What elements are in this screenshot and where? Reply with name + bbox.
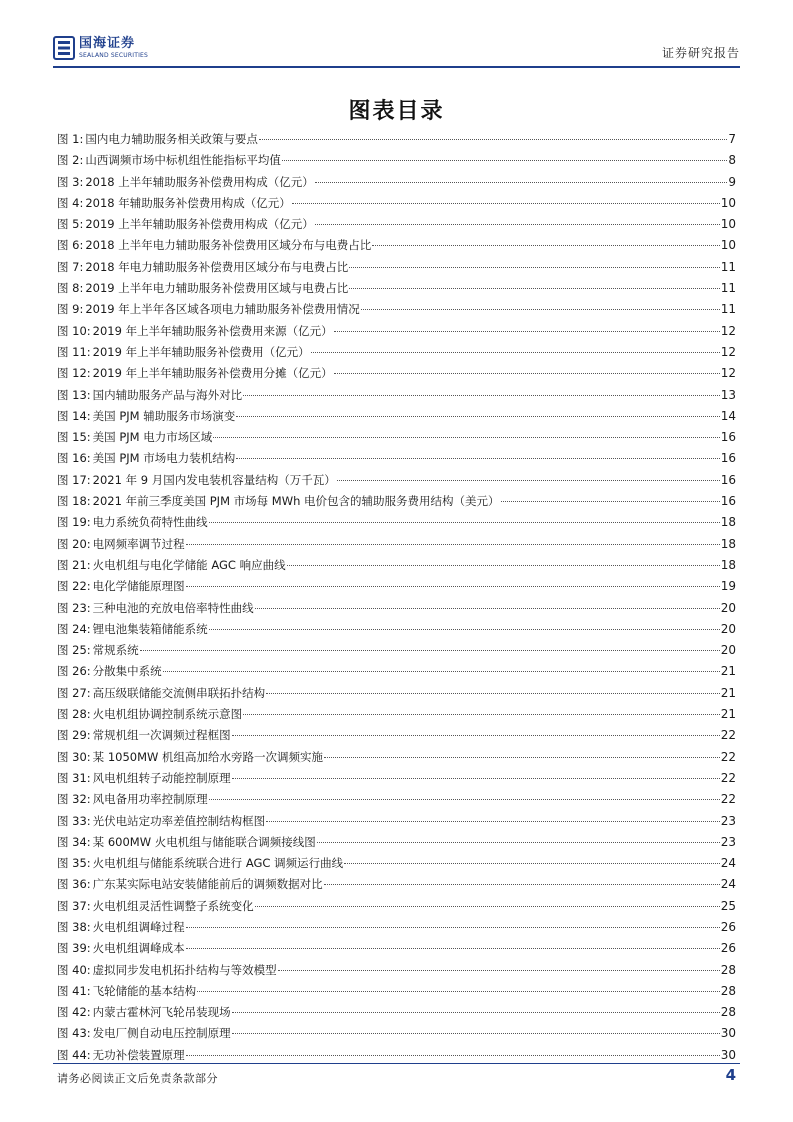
toc-leader-dots <box>337 480 720 481</box>
toc-entry-label: 图 41: <box>57 983 91 998</box>
toc-entry-title: 无功补偿装置原理 <box>92 1047 185 1062</box>
toc-leader-dots <box>266 693 720 694</box>
toc-entry-page: 24 <box>720 856 736 871</box>
page-number: 4 <box>725 1066 736 1084</box>
toc-entry-page: 12 <box>720 366 736 381</box>
toc-entry-page: 21 <box>720 685 736 700</box>
toc-entry-page: 23 <box>720 834 736 849</box>
toc-leader-dots <box>317 842 720 843</box>
toc-entry-title: 常规系统 <box>92 643 139 658</box>
toc-leader-dots <box>232 778 720 779</box>
toc-entry[interactable] <box>57 259 736 280</box>
toc-leader-dots <box>372 245 719 246</box>
toc-leader-dots <box>361 309 720 310</box>
toc-entry-label: 图 30: <box>57 749 91 764</box>
toc-entry-page: 7 <box>728 132 736 146</box>
toc-entry-label: 图 10: <box>57 323 91 338</box>
toc-entry[interactable] <box>57 429 736 450</box>
toc-entry-title: 虚拟同步发电机拓扑结构与等效模型 <box>92 962 277 977</box>
toc-entry-page: 11 <box>720 259 736 274</box>
toc-entry[interactable] <box>57 898 736 919</box>
toc-entry[interactable] <box>57 195 736 216</box>
logo-name-cn: 国海证券 <box>79 36 136 51</box>
toc-entry-page: 16 <box>720 494 736 509</box>
toc-leader-dots <box>344 863 720 864</box>
toc-entry-page: 28 <box>720 962 736 977</box>
toc-entry-label: 图 11: <box>57 344 91 359</box>
toc-entry[interactable] <box>57 940 736 961</box>
toc-entry-page: 10 <box>720 238 736 253</box>
toc-entry-page: 24 <box>720 877 736 892</box>
toc-entry[interactable] <box>57 642 736 663</box>
toc-leader-dots <box>186 544 720 545</box>
toc-leader-dots <box>209 522 720 523</box>
toc-entry-title: 2019 上半年电力辅助服务补偿费用区域与电费占比 <box>85 281 349 296</box>
toc-entry-label: 图 42: <box>57 1005 91 1020</box>
toc-entry-label: 图 8: <box>57 281 84 296</box>
header-divider <box>53 66 740 68</box>
toc-entry-label: 图 20: <box>57 536 91 551</box>
toc-entry[interactable] <box>57 216 736 237</box>
toc-entry-label: 图 28: <box>57 707 91 722</box>
toc-entry-page: 22 <box>720 728 736 743</box>
toc-leader-dots <box>163 671 720 672</box>
toc-entry-page: 18 <box>720 557 736 572</box>
toc-entry-label: 图 21: <box>57 557 91 572</box>
toc-leader-dots <box>255 906 720 907</box>
toc-entry-page: 18 <box>720 536 736 551</box>
toc-entry-title: 火电机组与储能系统联合进行 AGC 调频运行曲线 <box>92 856 344 871</box>
toc-entry-title: 飞轮储能的基本结构 <box>92 983 197 998</box>
toc-entry[interactable] <box>57 365 736 386</box>
toc-entry[interactable] <box>57 834 736 855</box>
toc-entry[interactable] <box>57 152 736 173</box>
toc-entry[interactable] <box>57 131 736 152</box>
toc-leader-dots <box>236 416 719 417</box>
toc-entry-title: 2019 年上半年辅助服务补偿费用来源（亿元） <box>92 323 333 338</box>
toc-entry[interactable] <box>57 919 736 940</box>
toc-entry-label: 图 19: <box>57 515 91 530</box>
toc-entry-title: 美国 PJM 电力市场区域 <box>92 430 213 445</box>
toc-leader-dots <box>232 1012 720 1013</box>
toc-entry[interactable] <box>57 536 736 557</box>
toc-leader-dots <box>292 203 720 204</box>
toc-leader-dots <box>349 267 719 268</box>
toc-entry[interactable] <box>57 301 736 322</box>
toc-entry-title: 2019 年上半年辅助服务补偿费用（亿元） <box>92 344 310 359</box>
toc-entry-label: 图 4: <box>57 195 84 210</box>
toc-entry-page: 19 <box>720 579 736 594</box>
toc-entry-title: 2019 年上半年辅助服务补偿费用分摊（亿元） <box>92 366 333 381</box>
toc-leader-dots <box>209 629 720 630</box>
toc-entry-page: 12 <box>720 323 736 338</box>
toc-leader-dots <box>186 927 720 928</box>
toc-entry-title: 电化学储能原理图 <box>92 579 185 594</box>
toc-entry[interactable] <box>57 174 736 195</box>
toc-entry-page: 14 <box>720 408 736 423</box>
toc-leader-dots <box>315 182 728 183</box>
toc-leader-dots <box>324 884 720 885</box>
toc-entry[interactable] <box>57 727 736 748</box>
toc-entry-page: 30 <box>720 1026 736 1041</box>
toc-entry-page: 10 <box>720 195 736 210</box>
toc-entry[interactable] <box>57 600 736 621</box>
toc-entry-label: 图 39: <box>57 941 91 956</box>
toc-entry-label: 图 44: <box>57 1047 91 1062</box>
toc-entry-label: 图 12: <box>57 366 91 381</box>
toc-entry-title: 2018 上半年辅助服务补偿费用构成（亿元） <box>85 174 314 189</box>
toc-entry-label: 图 29: <box>57 728 91 743</box>
toc-entry-label: 图 23: <box>57 600 91 615</box>
toc-entry-page: 28 <box>720 1005 736 1020</box>
toc-entry-page: 23 <box>720 813 736 828</box>
toc-entry[interactable] <box>57 621 736 642</box>
toc-leader-dots <box>334 331 720 332</box>
toc-entry-page: 16 <box>720 430 736 445</box>
toc-leader-dots <box>243 395 720 396</box>
toc-entry-label: 图 40: <box>57 962 91 977</box>
toc-entry[interactable] <box>57 962 736 983</box>
toc-entry-title: 火电机组调峰成本 <box>92 941 185 956</box>
disclaimer-note: 请务必阅读正文后免责条款部分 <box>57 1072 218 1085</box>
toc-entry-title: 美国 PJM 辅助服务市场演变 <box>92 408 236 423</box>
toc-entry-label: 图 34: <box>57 834 91 849</box>
toc-leader-dots <box>278 970 720 971</box>
toc-entry-label: 图 35: <box>57 856 91 871</box>
toc-entry-page: 8 <box>728 153 736 168</box>
sealand-logo-icon <box>53 36 75 60</box>
toc-entry-page: 16 <box>720 451 736 466</box>
toc-entry-title: 美国 PJM 市场电力装机结构 <box>92 451 236 466</box>
toc-entry-title: 广东某实际电站安装储能前后的调频数据对比 <box>92 877 323 892</box>
toc-entry[interactable] <box>57 323 736 344</box>
toc-entry-label: 图 24: <box>57 621 91 636</box>
toc-entry-page: 16 <box>720 472 736 487</box>
toc-entry-label: 图 5: <box>57 217 84 232</box>
toc-entry-title: 光伏电站定功率差值控制结构框图 <box>92 813 266 828</box>
toc-entry-label: 图 43: <box>57 1026 91 1041</box>
toc-leader-dots <box>324 757 720 758</box>
toc-entry-page: 20 <box>720 643 736 658</box>
toc-entry-label: 图 32: <box>57 792 91 807</box>
toc-entry-title: 2021 年 9 月国内发电装机容量结构（万千瓦） <box>92 472 336 487</box>
toc-entry-label: 图 26: <box>57 664 91 679</box>
toc-entry-title: 国内电力辅助服务相关政策与要点 <box>85 132 258 146</box>
toc-entry[interactable] <box>57 749 736 770</box>
toc-entry-title: 火电机组与电化学储能 AGC 响应曲线 <box>92 557 286 572</box>
toc-entry-title: 2021 年前三季度美国 PJM 市场每 MWh 电价包含的辅助服务费用结构（美元） <box>92 494 500 509</box>
toc-entry[interactable] <box>57 983 736 1004</box>
toc-entry-label: 图 36: <box>57 877 91 892</box>
toc-entry-title: 电力系统负荷特性曲线 <box>92 515 208 530</box>
toc-leader-dots <box>259 139 728 140</box>
toc-entry-label: 图 7: <box>57 259 84 274</box>
toc-leader-dots <box>186 1055 720 1056</box>
toc-entry[interactable] <box>57 791 736 812</box>
toc-entry-title: 火电机组协调控制系统示意图 <box>92 707 243 722</box>
toc-entry-page: 30 <box>720 1047 736 1062</box>
toc-entry[interactable] <box>57 514 736 535</box>
toc-entry-page: 26 <box>720 919 736 934</box>
toc-entry[interactable] <box>57 813 736 834</box>
toc-entry[interactable] <box>57 408 736 429</box>
toc-entry-label: 图 27: <box>57 685 91 700</box>
toc-entry-label: 图 1: <box>57 132 84 146</box>
toc-entry[interactable] <box>57 770 736 791</box>
toc-entry[interactable] <box>57 280 736 301</box>
toc-entry-label: 图 33: <box>57 813 91 828</box>
toc-entry-label: 图 25: <box>57 643 91 658</box>
toc-entry[interactable] <box>57 1004 736 1025</box>
toc-entry-page: 18 <box>720 515 736 530</box>
toc-entry-page: 21 <box>720 664 736 679</box>
toc-leader-dots <box>501 501 720 502</box>
toc-leader-dots <box>255 608 720 609</box>
toc-entry-title: 某 600MW 火电机组与储能联合调频接线图 <box>92 834 316 849</box>
toc-leader-dots <box>186 586 720 587</box>
toc-leader-dots <box>349 288 719 289</box>
toc-entry-label: 图 31: <box>57 770 91 785</box>
toc-leader-dots <box>282 160 728 161</box>
toc-entry-title: 常规机组一次调频过程框图 <box>92 728 231 743</box>
toc-entry-label: 图 14: <box>57 408 91 423</box>
toc-entry-title: 火电机组灵活性调整子系统变化 <box>92 898 254 913</box>
toc-entry-label: 图 13: <box>57 387 91 402</box>
toc-leader-dots <box>213 437 719 438</box>
toc-entry-page: 9 <box>728 174 736 189</box>
toc-entry-page: 21 <box>720 707 736 722</box>
toc-entry-page: 20 <box>720 600 736 615</box>
toc-entry-label: 图 3: <box>57 174 84 189</box>
toc-entry-page: 26 <box>720 941 736 956</box>
toc-entry[interactable] <box>57 578 736 599</box>
toc-entry[interactable] <box>57 1047 736 1068</box>
toc-entry-page: 20 <box>720 621 736 636</box>
toc-entry-page: 28 <box>720 983 736 998</box>
toc-leader-dots <box>315 224 720 225</box>
figure-list <box>57 131 736 1068</box>
toc-entry-title: 高压级联储能交流侧串联拓扑结构 <box>92 685 266 700</box>
toc-entry-title: 内蒙古霍林河飞轮吊装现场 <box>92 1005 231 1020</box>
company-logo <box>53 36 148 60</box>
toc-entry-title: 三种电池的充放电倍率特性曲线 <box>92 600 254 615</box>
toc-entry-title: 山西调频市场中标机组性能指标平均值 <box>85 153 281 168</box>
toc-entry[interactable] <box>57 663 736 684</box>
toc-entry-label: 图 18: <box>57 494 91 509</box>
toc-entry-label: 图 6: <box>57 238 84 253</box>
toc-entry-label: 图 9: <box>57 302 84 317</box>
page-header <box>53 34 740 66</box>
toc-leader-dots <box>334 373 720 374</box>
toc-entry-label: 图 37: <box>57 898 91 913</box>
report-type-label: 证券研究报告 <box>661 46 740 60</box>
toc-entry-title: 电网频率调节过程 <box>92 536 185 551</box>
toc-leader-dots <box>232 735 720 736</box>
logo-name-en: SEALAND SECURITIES <box>79 52 149 59</box>
toc-entry-title: 发电厂侧自动电压控制原理 <box>92 1026 231 1041</box>
toc-leader-dots <box>197 991 720 992</box>
toc-leader-dots <box>186 948 720 949</box>
toc-entry-label: 图 38: <box>57 919 91 934</box>
toc-entry[interactable] <box>57 493 736 514</box>
toc-entry-label: 图 22: <box>57 579 91 594</box>
toc-entry[interactable] <box>57 706 736 727</box>
toc-entry[interactable] <box>57 557 736 578</box>
toc-entry-label: 图 15: <box>57 430 91 445</box>
toc-entry-title: 2019 年上半年各区域各项电力辅助服务补偿费用情况 <box>85 302 360 317</box>
toc-entry[interactable] <box>57 450 736 471</box>
toc-entry[interactable] <box>57 344 736 365</box>
toc-entry-title: 锂电池集装箱储能系统 <box>92 621 208 636</box>
toc-entry[interactable] <box>57 237 736 258</box>
toc-entry-title: 风电备用功率控制原理 <box>92 792 208 807</box>
toc-entry[interactable] <box>57 855 736 876</box>
toc-leader-dots <box>243 714 720 715</box>
toc-leader-dots <box>232 1033 720 1034</box>
toc-entry-label: 图 17: <box>57 472 91 487</box>
toc-entry-label: 图 16: <box>57 451 91 466</box>
toc-entry-title: 国内辅助服务产品与海外对比 <box>92 387 243 402</box>
toc-entry-page: 22 <box>720 749 736 764</box>
toc-entry-page: 11 <box>720 302 736 317</box>
toc-entry-title: 2018 年辅助服务补偿费用构成（亿元） <box>85 195 291 210</box>
toc-leader-dots <box>311 352 720 353</box>
toc-entry-page: 11 <box>720 281 736 296</box>
toc-entry-title: 2018 上半年电力辅助服务补偿费用区域分布与电费占比 <box>85 238 372 253</box>
toc-entry-title: 火电机组调峰过程 <box>92 919 185 934</box>
toc-entry-title: 2018 年电力辅助服务补偿费用区域分布与电费占比 <box>85 259 349 274</box>
toc-entry[interactable] <box>57 387 736 408</box>
footer-divider <box>53 1063 740 1064</box>
toc-entry[interactable] <box>57 472 736 493</box>
toc-entry-page: 13 <box>720 387 736 402</box>
toc-entry-title: 2019 上半年辅助服务补偿费用构成（亿元） <box>85 217 314 232</box>
toc-leader-dots <box>140 650 720 651</box>
toc-entry-title: 风电机组转子动能控制原理 <box>92 770 231 785</box>
toc-entry-title: 某 1050MW 机组高加给水旁路一次调频实施 <box>92 749 324 764</box>
toc-entry-label: 图 2: <box>57 153 84 168</box>
toc-entry-page: 12 <box>720 344 736 359</box>
toc-entry[interactable] <box>57 876 736 897</box>
toc-leader-dots <box>236 458 719 459</box>
page-title: 图表目录 <box>348 99 445 124</box>
toc-entry-title: 分散集中系统 <box>92 664 162 679</box>
toc-entry[interactable] <box>57 685 736 706</box>
toc-leader-dots <box>287 565 720 566</box>
toc-entry-page: 10 <box>720 217 736 232</box>
toc-entry-page: 22 <box>720 792 736 807</box>
toc-entry-page: 22 <box>720 770 736 785</box>
toc-entry[interactable] <box>57 1025 736 1046</box>
toc-leader-dots <box>209 799 720 800</box>
toc-entry-page: 25 <box>720 898 736 913</box>
toc-leader-dots <box>266 821 720 822</box>
